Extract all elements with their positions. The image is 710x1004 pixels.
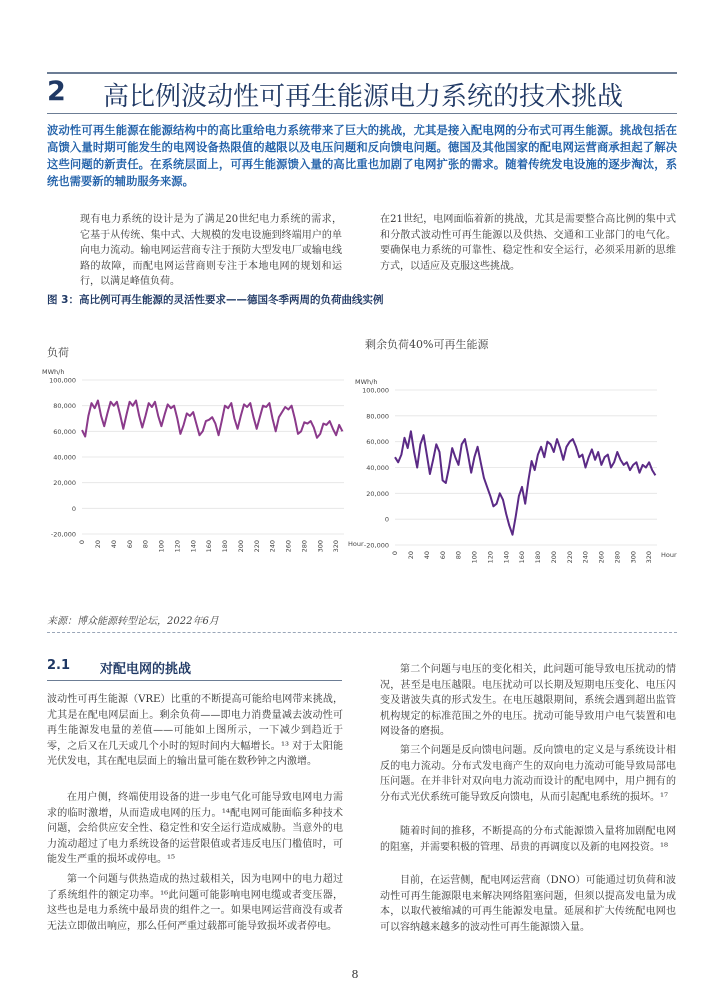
top-rule [47,72,677,74]
y-tick-label: 60,000 [366,438,389,447]
x-tick-label: 260 [284,540,293,553]
x-tick-label: 160 [205,540,214,553]
x-tick-label: 120 [486,551,495,564]
y-tick-label: 40,000 [366,464,389,472]
x-tick-label: 200 [549,551,558,564]
y-tick-label: 100,000 [49,376,76,385]
page-number: 8 [351,968,359,981]
x-tick-label: 120 [173,540,182,553]
x-tick-label: 280 [613,551,622,564]
x-tick-label: 0 [78,540,87,545]
section-number: 2 [47,76,66,107]
x-tick-label: 200 [236,540,245,553]
y-tick-label: 80,000 [366,412,389,421]
x-tick-label: 100 [157,540,166,553]
section-intro: 波动性可再生能源在能源结构中的高比重给电力系统带来了巨大的挑战，尤其是接入配电网的分布式可再生能源。挑战包括在高馈入量时期可能发生的电网设备热限值的越限以及电压问题和反向馈电问题。德国及其他国家的配电网运营商承担起了解决这些问题的新责任。在系统层面上，可再生能源馈入量的高比重也加剧了电网扩张的需求。随着传统发电设施的逐步淘汰，系统也需要新的辅助服务来源。 [47,124,677,188]
x-tick-label: 300 [316,540,325,553]
paragraph-left-1: 波动性可再生能源（VRE）比重的不断提高可能给电网带来挑战，尤其是在配电网层面上。剩余负荷——即电力消费量减去波动性可再生能源发电量的差值——可能如上图所示，一下减少到趋近于零，之后又在几天或几个小时的短时间内大幅增长。¹³ 对于太阳能光伏发电，其在配电层面上的输出量可能在数秒钟之内激增。 [47,694,343,767]
figure-source: 来源：博众能源转型论坛，2022年6月 [47,616,219,627]
y-tick-label: -20,000 [50,530,76,539]
load-chart [40,358,364,588]
y-tick-label: 60,000 [53,427,76,436]
x-tick-label: 260 [597,551,606,564]
x-tick-label: 140 [502,551,511,564]
x-tick-label: 240 [581,551,590,564]
paragraph-right-3: 随着时间的推移，不断提高的分布式能源馈入量将加剧配电网的阻塞，并需要积极的管理、昂贵的再调度以及新的电网投资。¹⁸ [380,826,676,853]
subsection-rule [47,680,342,681]
paragraph-right-2: 第三个问题是反向馈电问题。反向馈电的定义是与系统设计相反的电力流动。分布式发电商产生的双向电力流动可能导致局部电压问题。在并非针对双向电力流动而设计的配电网中，用户拥有的分布式光伏系统可能导致反向馈电，从而引起配电系统的损坏。¹⁷ [380,745,676,803]
x-tick-label: 60 [125,540,134,549]
y-tick-label: 40,000 [53,453,76,462]
x-tick-label: 160 [518,551,527,564]
x-tick-label: 220 [252,540,261,553]
chart1-title: 负荷 [47,346,69,359]
x-tick-label: 100 [470,551,479,564]
x-axis-label: Hour [661,551,677,559]
x-tick-label: 240 [268,540,277,553]
x-tick-label: 320 [645,551,654,564]
x-tick-label: 20 [94,540,103,549]
y-tick-label: -20,000 [363,541,389,550]
y-tick-label: 0 [71,504,76,513]
title-rule [47,113,677,114]
x-tick-label: 180 [534,551,543,564]
y-tick-label: 100,000 [362,386,389,395]
x-tick-label: 40 [422,551,431,560]
paragraph-top-right: 在21世纪，电网面临着新的挑战，尤其是需要整合高比例的集中式和分散式波动性可再生能源以及供热、交通和工业部门的电气化。要确保电力系统的可靠性、稳定性和安全运行，必须采用新的思维方式，以适应及克服这些挑战。 [380,214,676,272]
x-tick-label: 0 [391,551,400,556]
paragraph-right-4: 目前，在运营侧，配电网运营商（DNO）可能通过切负荷和波动性可再生能源限电来解决网络阻塞问题，但须以提高发电量为成本，以取代被缩减的可再生能源发电量。延展和扩大传统配电网也可以容纳越来越多的波动性可再生能源馈入量。 [380,875,676,933]
paragraph-right-1: 第二个问题与电压的变化相关，此问题可能导致电压扰动的情况，甚至是电压越限。电压扰动可以长期及短期电压变化、电压闪变及谐波失真的形式发生。在电压越限期间，系统会遇到超出监管机构规定的标准范围之外的电压。扰动可能导致用户电气装置和电网设备的磨损。 [380,664,676,737]
x-tick-label: 220 [565,551,574,564]
chart2-title: 剩余负荷40%可再生能源 [365,338,489,351]
x-tick-label: 20 [407,551,416,560]
paragraph-left-3: 第一个问题与供热造成的热过载相关，因为电网中的电力超过了系统组件的额定功率。¹⁶此问题可能影响电网电缆或者变压器，这些也是电力系统中最昂贵的组件之一。如果电网运营商没有或者无法立即做出响应，那么任何严重过载都可能导致损坏或者停电。 [47,874,343,932]
x-tick-label: 320 [332,540,341,553]
paragraph-top-left: 现有电力系统的设计是为了满足20世纪电力系统的需求，它基于从传统、集中式、大规模的发电设施到终端用户的单向电力流动。输电网运营商专注于预防大型发电厂或输电线路的故障，而配电网运营商则专注于本地电网的规划和运行，以满足峰值负荷。 [80,214,342,287]
x-tick-label: 60 [438,551,447,560]
series-line [82,401,342,438]
subsection-title: 对配电网的挑战 [100,662,192,677]
x-tick-label: 180 [221,540,230,553]
y-unit-label: MWh/h [42,368,65,376]
y-tick-label: 20,000 [366,489,389,498]
y-unit-label: MWh/h [355,378,378,386]
x-tick-label: 80 [141,540,150,549]
x-tick-label: 140 [189,540,198,553]
y-tick-label: 0 [384,515,389,524]
y-tick-label: 20,000 [53,479,76,488]
x-tick-label: 300 [629,551,638,564]
x-tick-label: 40 [109,540,118,549]
dashed-divider [47,632,677,633]
x-tick-label: 280 [300,540,309,553]
y-tick-label: 80,000 [53,402,76,411]
residual-load-chart [355,368,680,588]
x-axis-label: Hour [348,540,364,548]
x-tick-label: 80 [454,551,463,560]
subsection-number: 2.1 [47,658,71,673]
figure-caption: 图 3：高比例可再生能源的灵活性要求——德国冬季两周的负荷曲线实例 [47,294,384,306]
section-title: 高比例波动性可再生能源电力系统的技术挑战 [103,82,624,112]
paragraph-left-2: 在用户侧，终端使用设备的进一步电气化可能导致电网电力需求的临时激增，从而造成电网的压力。¹⁴配电网可能面临多种技术问题，会给供应安全性、稳定性和安全运行造成威胁。当意外的电力流动超过了电力系统设备的运营限值或者违反电压门槛值时，可能发生严重的损坏或停电。¹⁵ [47,792,343,865]
